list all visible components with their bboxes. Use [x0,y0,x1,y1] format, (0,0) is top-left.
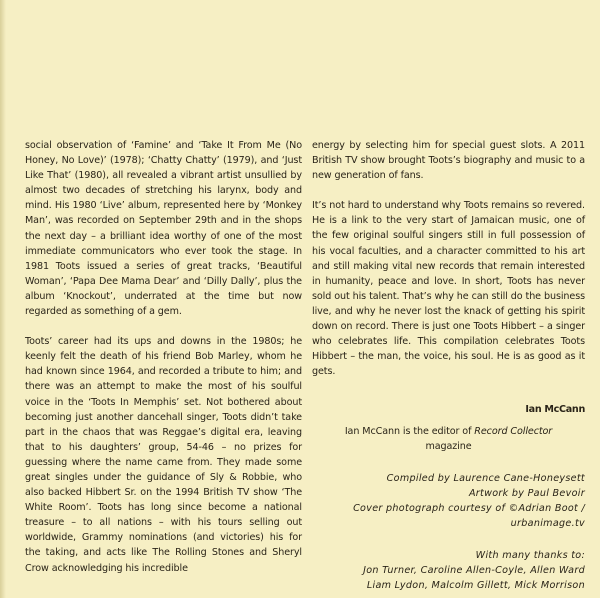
left-column [25,138,302,591]
thanks-heading: With many thanks to: [475,550,585,562]
left-paragraph-1: social observation of ‘Famine’ and ‘Take It From Me (No Honey, No Love)’ (1978); ‘Chatty Chatty’ (1979), and ‘Just Like That’ (1980), all revealed a vibrant artist unsullied by almost two decades of stretching his larynx, body and mind. His 1980 ‘Live’ album, represented here by ‘Monkey Man’, was recorded on September 29th and in the shops the next day – a brilliant idea worthy of one of the most immediate communicators who ever took the stage. In 1981 Toots issued a series of great tracks, ‘Beautiful Woman’, ‘Papa Dee Mama Dear’ and ‘Dilly Dally’, plus the album ‘Knockout’, underrated at the time but now regarded as something of a gem. [25,140,302,318]
booklet-spine [0,0,6,598]
thanks-line-1: Jon Turner, Caroline Allen-Coyle, Allen Ward [363,565,585,577]
author-byline: Ian McCann [525,404,585,416]
credit-photo: Cover photograph courtesy of ©Adrian Boot / [353,502,585,514]
right-paragraph-2: It’s not hard to understand why Toots remains so revered. He is a link to the very start of Jamaican music, one of the few original soulful singers still in full possession of his vocal faculties, and a character committed to his art and still making vital new records that remain interested in humanity, peace and love. In short, Toots has never sold out his talent. That’s why he can still do the business live, and why he never lost the knack of getting his spirit down on record. There is just one Toots Hibbert – a singer who celebrates life. This compilation celebrates Toots Hibbert – the man, the voice, his soul. He is as good as it gets. [312,200,585,378]
credit-compiled: Compiled by Laurence Cane-Honeysett [386,472,585,484]
bio-prefix: Ian McCann is the editor of [344,425,475,437]
credits-block [312,471,585,531]
right-column [312,138,585,593]
left-paragraph-2: Toots’ career had its ups and downs in the 1980s; he keenly felt the death of his friend Bob Marley, whom he had known since 1964, and recorded a tribute to him; and there was an attempt to make the most of his soulful voice in the ‘Toots In Memphis’ set. Not bothered about becoming just another dancehall singer, Toots didn’t take part in the chaos that was Reggae’s digital era, leaving that to his daughters’ group, 54-46 – no prizes for guessing where the name came from. They made some great singles under the guidance of Sly & Robbie, who also backed Hibbert Sr. on the 1994 British TV show ‘The White Room’. Toots has long since become a national treasure – to all nations – with his tours selling out worldwide, Grammy nominations (and victories) his for the taking, and acts like The Rolling Stones and Sheryl Crow acknowledging his incredible [25,336,302,574]
thanks-block [312,548,585,593]
thanks-line-2: Liam Lydon, Malcolm Gillett, Mick Morrison [366,580,585,592]
author-bio [312,424,585,454]
credit-artwork: Artwork by Paul Bevoir [468,487,585,499]
credit-photo-site: urbanimage.tv [510,517,585,529]
bio-magazine-title: Record Collector [474,425,553,437]
right-paragraph-1: energy by selecting him for special guest slots. A 2011 British TV show brought Toots’s biography and music to a new generation of fans. [312,140,585,182]
bio-suffix: magazine [425,440,472,452]
